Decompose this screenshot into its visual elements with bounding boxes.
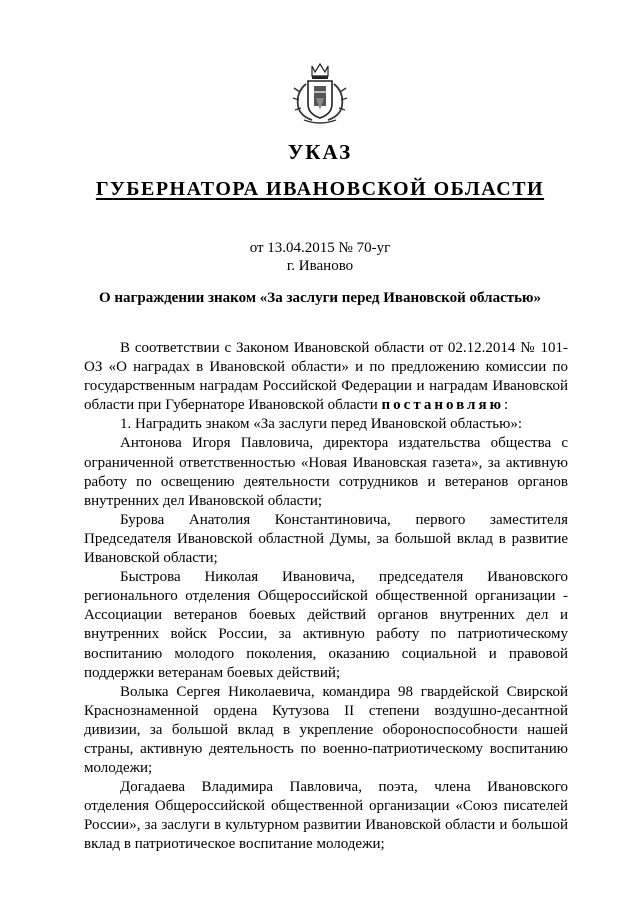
decree-date-number: от 13.04.2015 № 70-уг <box>249 240 391 256</box>
awardee-paragraph: Антонова Игоря Павловича, директора издательства общества с ограниченной ответственностью «Новая Ивановская газета», за активную работу по освещению деятельности сотрудников и ветеранов органов внутренних дел Ивановской области; <box>84 435 568 509</box>
document-subtitle <box>0 178 640 201</box>
date-and-place <box>0 239 640 275</box>
awardee-paragraph: Догадаева Владимира Павловича, поэта, члена Ивановского отделения Общероссийской общественной организации «Союз писателей России», за заслуги в культурном развитии Ивановской области и большой вклад в патриотическое воспитание молодежи; <box>84 779 568 853</box>
issuer-title: ГУБЕРНАТОРА ИВАНОВСКОЙ ОБЛАСТИ <box>95 178 545 200</box>
document-title: УКАЗ <box>287 140 353 164</box>
decree-city: г. Иваново <box>286 258 354 274</box>
decree-colon: : <box>504 397 509 414</box>
awardee-paragraph: Волыка Сергея Николаевича, командира 98 гвардейской Свирской Краснознаменной ордена Кутузова II степени воздушно-десантной дивизии, за большой вклад в укрепление обороноспособности нашей страны, активную деятельность по военно-патриотическому воспитанию молодежи; <box>84 683 568 777</box>
awardee-paragraph: Бурова Анатолия Константиновича, первого заместителя Председателя Ивановской областной Думы, за большой вклад в развитие Ивановской области; <box>84 511 568 567</box>
item-1: 1. Наградить знаком «За заслуги перед Ивановской областью»: <box>120 416 522 433</box>
awardee-paragraph: Быстрова Николая Ивановича, председателя Ивановского регионального отделения Общероссийской общественной организации - Ассоциации ветеранов боевых действий органов внутренних дел и внутренних войск России, за активную работу по патриотическому воспитанию молодого поколения, оказанию социальной и правовой поддержки ветеранам боевых действий; <box>84 569 568 681</box>
coat-of-arms-icon <box>290 62 350 126</box>
preamble-paragraph <box>84 339 568 415</box>
decree-body <box>84 339 568 855</box>
decree-word: постановляю <box>381 397 505 414</box>
decree-subject: О награждении знаком «За заслуги перед Ивановской областью» <box>98 290 541 306</box>
preamble-text: В соответствии с Законом Ивановской области от 02.12.2014 № 101-ОЗ «О наградах в Ивановской области» и по предложению комиссии по государственным наградам Российской Федерации и наградам Ивановской области при Губернаторе Ивановской области <box>84 340 568 414</box>
